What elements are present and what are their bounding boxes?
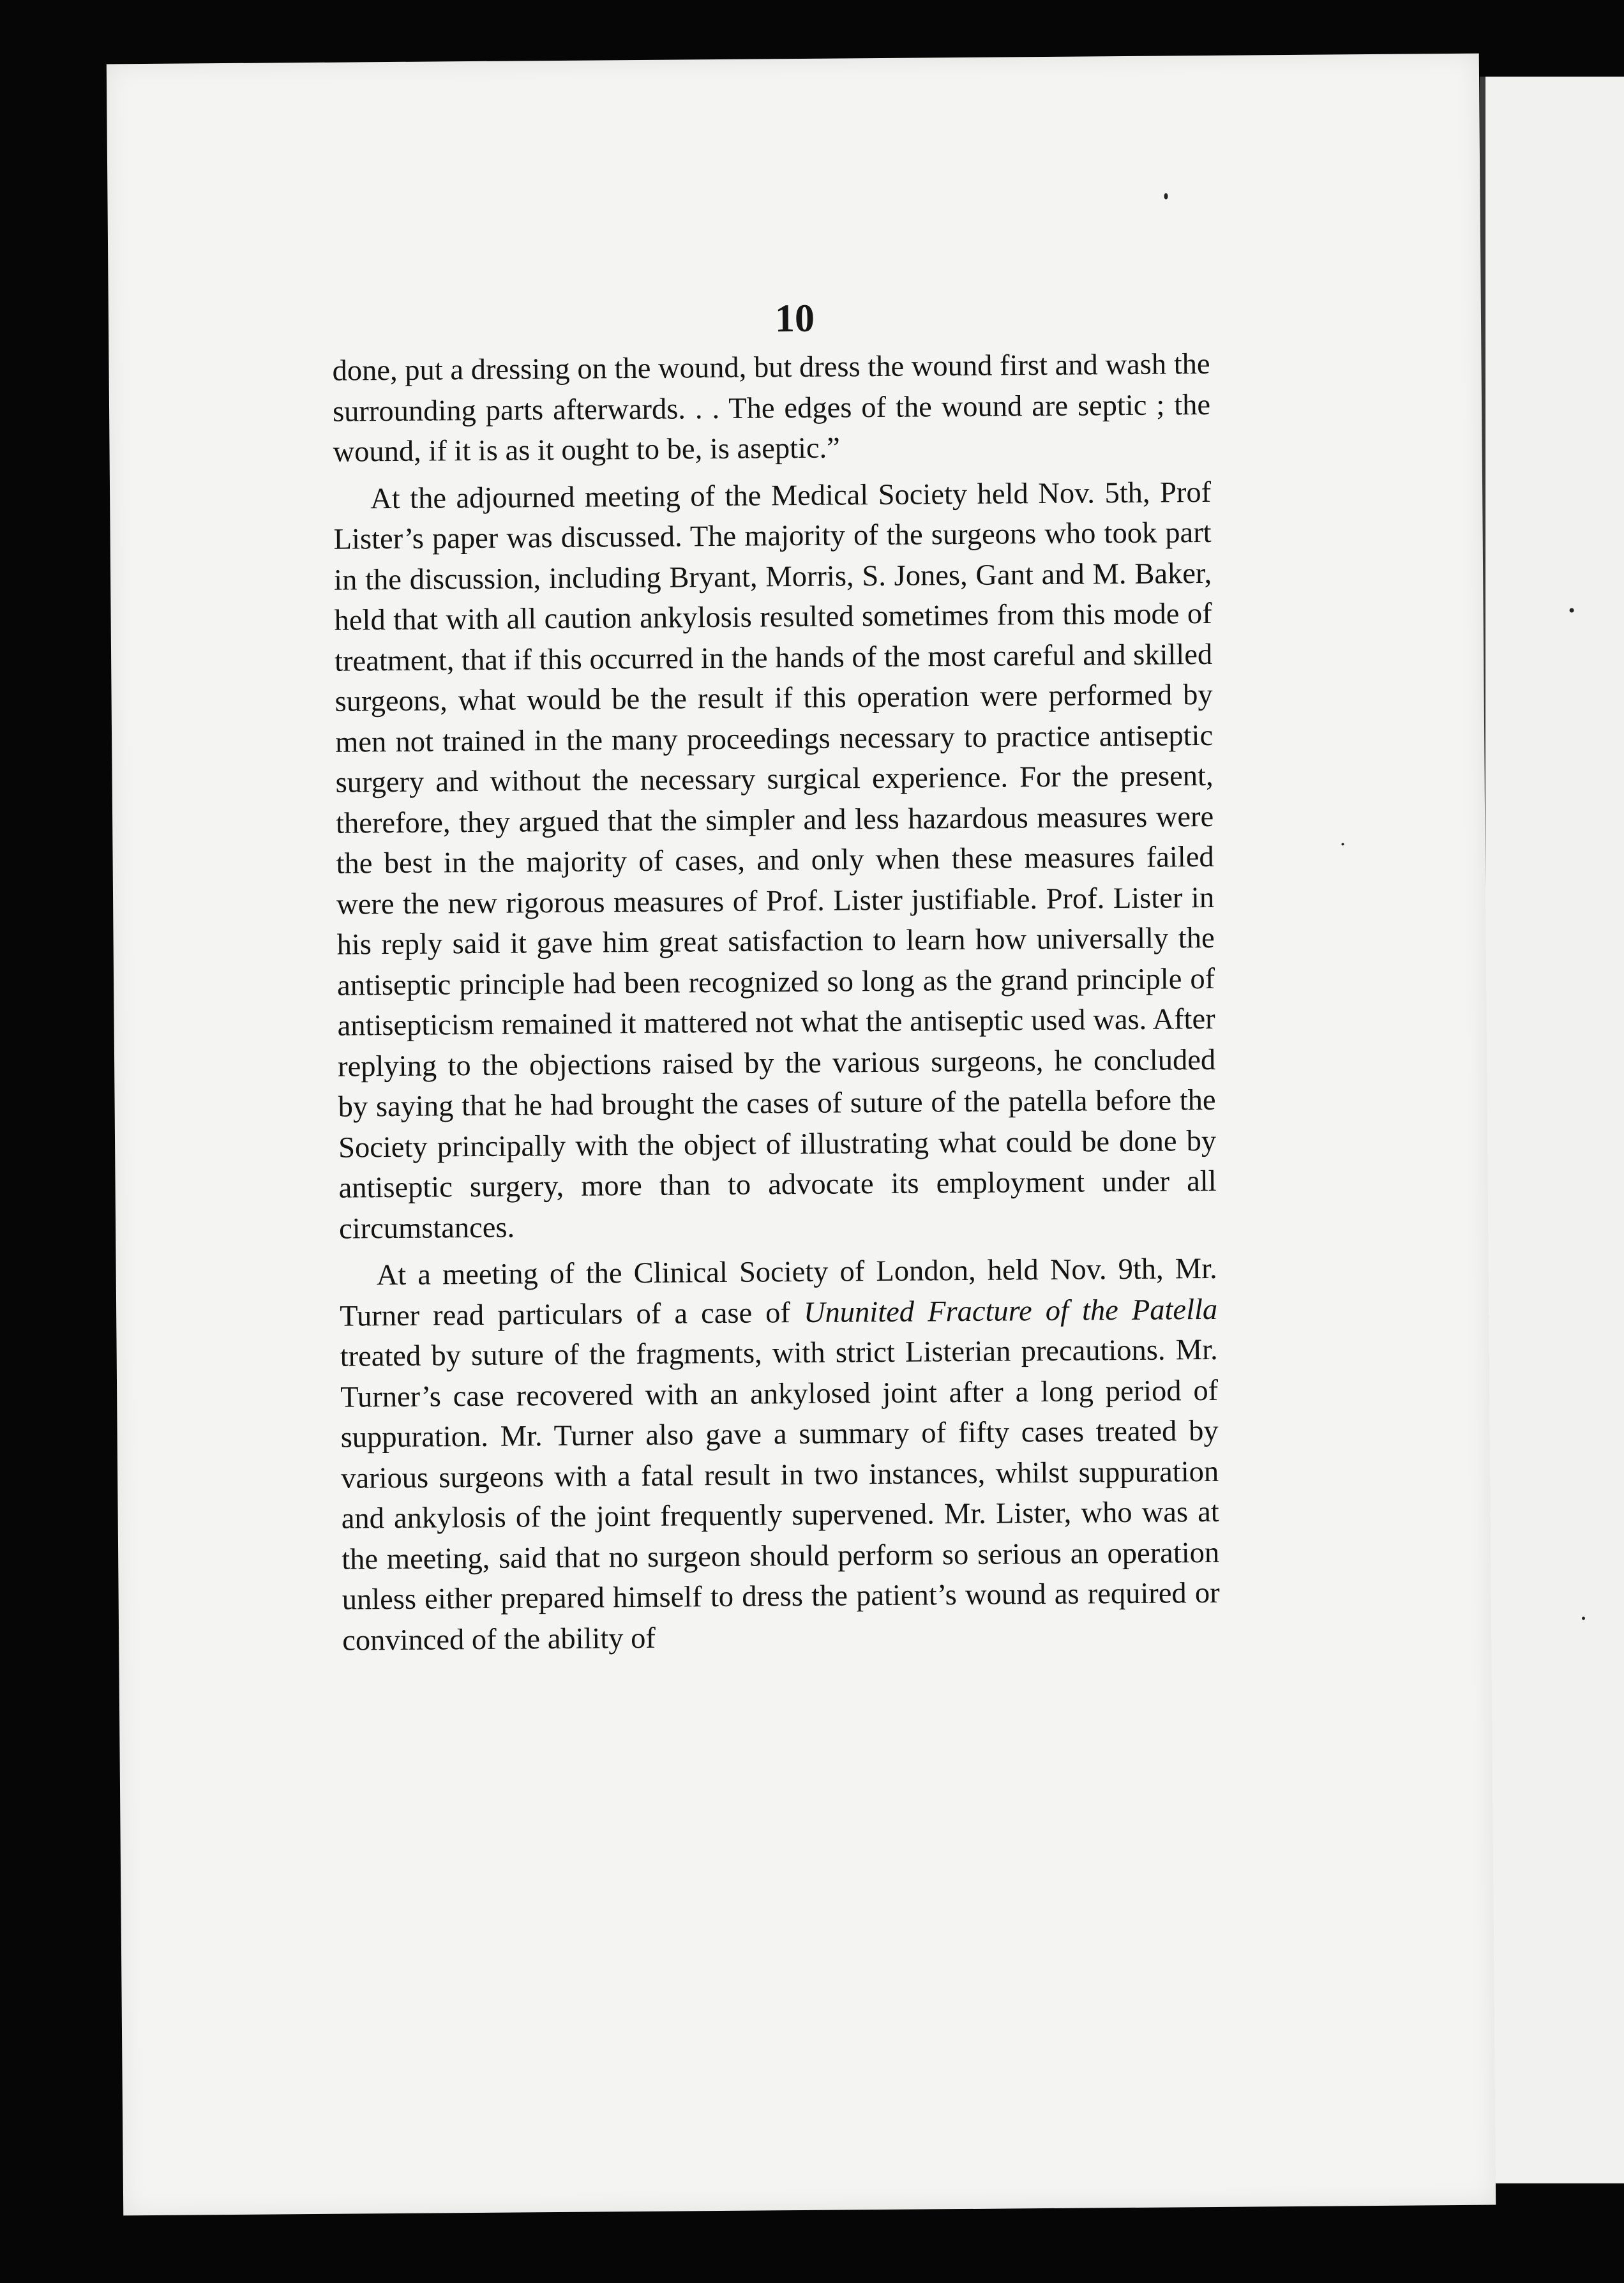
scan-speck <box>1341 843 1344 845</box>
text-span: At the adjourned meeting of the Medical Society held Nov. 5th, Prof Lister’s paper was discussed. The majority of the surgeons who took part in the discussion, including Bryant, Morris, S. Jones, Gant and M. Baker, held that with all caution ankylosis resulted sometimes from this mode of treatment, that if this occurred in the hands of the most careful and skilled surgeons, what would be the result if this operation were performed by men not trained in the many proceedings necessary to practice antiseptic surgery and without the necessary surgical experience. For the present, therefore, they argued that the simpler and less hazardous measures were the best in the majority of cases, and only when these measures failed were the new rigorous measures of Prof. Lister justifiable. Prof. Lister in his reply said it gave him great satisfaction to learn how universally the antiseptic principle had been recognized so long as the grand principle of antisepticism remained it mattered not what the antiseptic used was. After replying to the objections raised by the various surgeons, he concluded by saying that he had brought the cases of suture of the patella before the Society principally with the object of illustrating what could be done by antiseptic surgery, more than to advocate its employment under all circumstances. <box>333 476 1217 1246</box>
scan-speck <box>1582 1616 1585 1620</box>
book-page <box>107 54 1496 2216</box>
text-span: done, put a dressing on the wound, but dress the wound first and wash the surrounding parts afterwards. . . The edges of the wound are septic ; the wound, if it is as it ought to be, is aseptic.” <box>332 347 1211 469</box>
adjacent-page-edge <box>1480 77 1624 2183</box>
paragraph-clinical-society <box>339 1249 1220 1661</box>
body-text <box>332 344 1220 1668</box>
page-number: 10 <box>774 296 815 341</box>
paragraph-continuation <box>332 344 1210 472</box>
text-span: treated by suture of the fragments, with strict Listerian precautions. Mr. Turner’s case recovered with an ankylosed joint after a long period of suppuration. Mr. Turner also gave a summary of fifty cases treated by various surgeons with a fatal result in two instances, whilst suppuration and ankylosis of the joint frequently supervened. Mr. Lister, who was at the meeting, said that no surgeon should perform so serious an operation unless either prepared himself to dress the patient’s wound as required or convinced of the ability of <box>340 1333 1220 1657</box>
scan-speck <box>1164 193 1168 199</box>
paragraph-medical-society <box>333 472 1217 1249</box>
text-span: At a meeting of the Clinical Society of London, held Nov. 9th, Mr. Turner read particulars of a case of <box>340 1252 1217 1333</box>
italic-case-title: Ununited Fracture of the Patella <box>803 1293 1218 1329</box>
scan-speck <box>1570 608 1574 612</box>
